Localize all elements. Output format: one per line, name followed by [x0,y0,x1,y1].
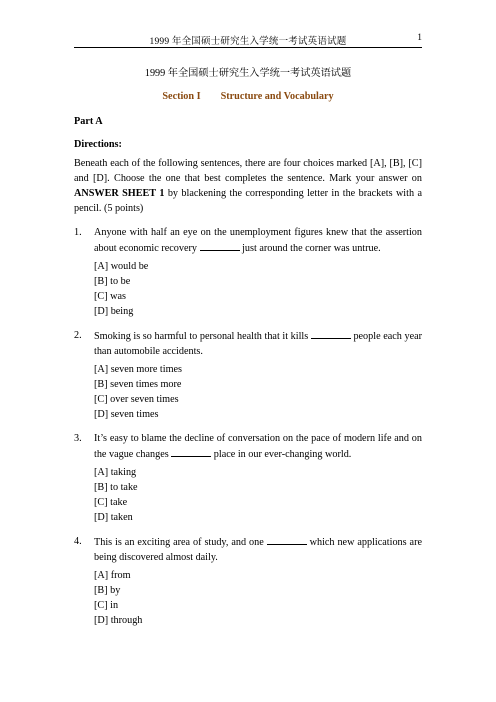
option-c: [C] over seven times [94,394,179,405]
page-header [74,31,422,48]
document-title: 1999 年全国硕士研究生入学统一考试英语试题 [144,68,352,79]
question-number: 3. [74,433,82,444]
directions-text-end: by blackening the corresponding letter in the brackets with a pencil. (5 points) [74,188,422,214]
option-d: [D] taken [94,512,133,523]
question-number: 1. [74,227,82,238]
option-d: [D] being [94,306,134,317]
option-a: [A] from [94,570,131,581]
section-title [74,89,422,104]
section-number: Section I [162,91,201,102]
question-stem-start: It’s easy to blame the decline of conversation on the pace of modern life and on the vague changes [94,433,422,460]
question-stem-start: Anyone with half an eye on the unemployment figures knew that the assertion about economic recovery [94,227,422,254]
question-stem-end: which new applications are being discovered almost daily. [94,537,422,563]
option-b: [B] to take [94,482,138,493]
question-2-options [74,362,422,422]
option-c: [C] in [94,600,119,611]
directions-text [74,156,422,216]
question-4-options [74,568,422,628]
question-4 [74,534,422,565]
question-3-options [74,465,422,525]
option-d: [D] through [94,615,143,626]
question-1 [74,225,422,256]
answer-blank [267,534,307,545]
question-number: 2. [74,330,82,341]
question-stem-end: place in our ever-changing world. [211,449,352,460]
question-2 [74,328,422,359]
section-name: Structure and Vocabulary [220,91,334,102]
answer-blank [311,328,351,339]
question-number: 4. [74,536,82,547]
question-1-options [74,259,422,319]
answer-blank [200,240,240,251]
option-a: [A] taking [94,467,137,478]
directions-heading: Directions: [74,139,122,150]
question-stem-start: This is an exciting area of study, and one [94,537,267,548]
directions-text-start: Beneath each of the following sentences, there are four choices marked [A], [B], [C] and [D]. Choose the one that best completes the sentence. Mark your answer on [74,158,422,184]
header-title: 1999 年全国硕士研究生入学统一考试英语试题 [149,37,347,47]
option-c: [C] take [94,497,128,508]
question-stem-end: just around the corner was untrue. [239,243,381,254]
option-c: [C] was [94,291,126,302]
option-a: [A] seven more times [94,364,182,375]
part-heading: Part A [74,116,103,127]
page-number: 1 [417,33,422,43]
answer-sheet-label: ANSWER SHEET 1 [74,188,165,199]
question-3 [74,431,422,462]
page-content [74,60,422,628]
option-b: [B] by [94,585,121,596]
question-stem-start: Smoking is so harmful to personal health that it kills [94,331,311,342]
option-a: [A] would be [94,261,149,272]
question-stem-end: people each year than automobile accidents. [94,331,423,357]
option-b: [B] to be [94,276,131,287]
answer-blank [171,446,211,457]
option-d: [D] seven times [94,409,159,420]
option-b: [B] seven times more [94,379,182,390]
